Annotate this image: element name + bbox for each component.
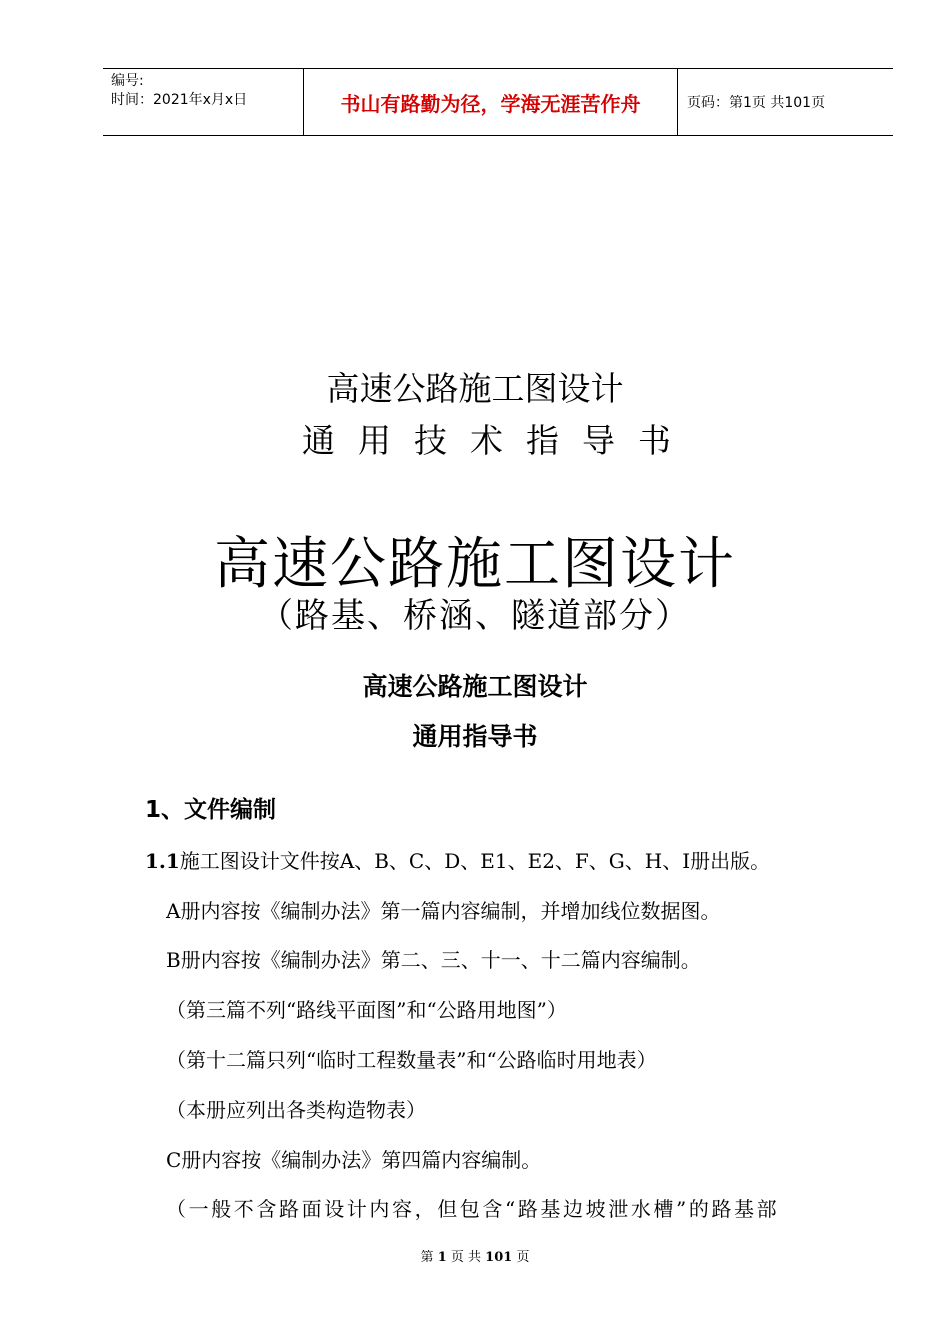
paragraph: （第三篇不列“路线平面图”和“公路用地图”） <box>166 998 567 1022</box>
paragraph: A册内容按《编制办法》第一篇内容编制，并增加线位数据图。 <box>166 899 721 923</box>
footer-middle: 页 共 <box>450 1250 482 1265</box>
paragraph: （第十二篇只列“临时工程数量表”和“公路临时用地表） <box>166 1048 657 1072</box>
item-number: 1.1 <box>145 849 180 873</box>
footer-prefix: 第 <box>420 1250 434 1265</box>
main-title: 高速公路施工图设计 <box>214 532 736 597</box>
header-page-number: 页码：第1页 共101页 <box>687 95 826 111</box>
document-time-label: 时间：2021年x月x日 <box>111 92 248 108</box>
paragraph: （一般不含路面设计内容，但包含“路基边坡泄水槽”的路基部 <box>166 1197 780 1221</box>
page-header <box>103 68 893 136</box>
main-subtitle: （路基、桥涵、隧道部分） <box>259 596 691 636</box>
paragraph: （本册应列出各类构造物表） <box>166 1098 426 1122</box>
document-number-label: 编号: <box>111 73 144 89</box>
header-divider <box>677 69 678 135</box>
paragraph: B册内容按《编制办法》第二、三、十一、十二篇内容编制。 <box>166 948 701 972</box>
paragraph: C册内容按《编制办法》第四篇内容编制。 <box>166 1148 542 1172</box>
cover-title-line1: 高速公路施工图设计 <box>326 369 624 408</box>
footer-total-pages: 101 <box>485 1250 513 1265</box>
guide-title-line2: 通用指导书 <box>412 722 538 751</box>
cover-title-line2: 通用技术指导书 <box>302 421 694 460</box>
section-item <box>145 845 770 874</box>
footer-page-number: 1 <box>437 1250 447 1265</box>
section-heading: 1、文件编制 <box>145 797 277 823</box>
header-info <box>111 72 301 110</box>
footer-suffix: 页 <box>516 1250 530 1265</box>
guide-title-line1: 高速公路施工图设计 <box>362 672 588 701</box>
item-text: 施工图设计文件按A、B、C、D、E1、E2、F、G、H、I册出版。 <box>179 849 771 873</box>
page-footer <box>0 1246 950 1265</box>
header-motto: 书山有路勤为径，学海无涯苦作舟 <box>340 91 641 116</box>
